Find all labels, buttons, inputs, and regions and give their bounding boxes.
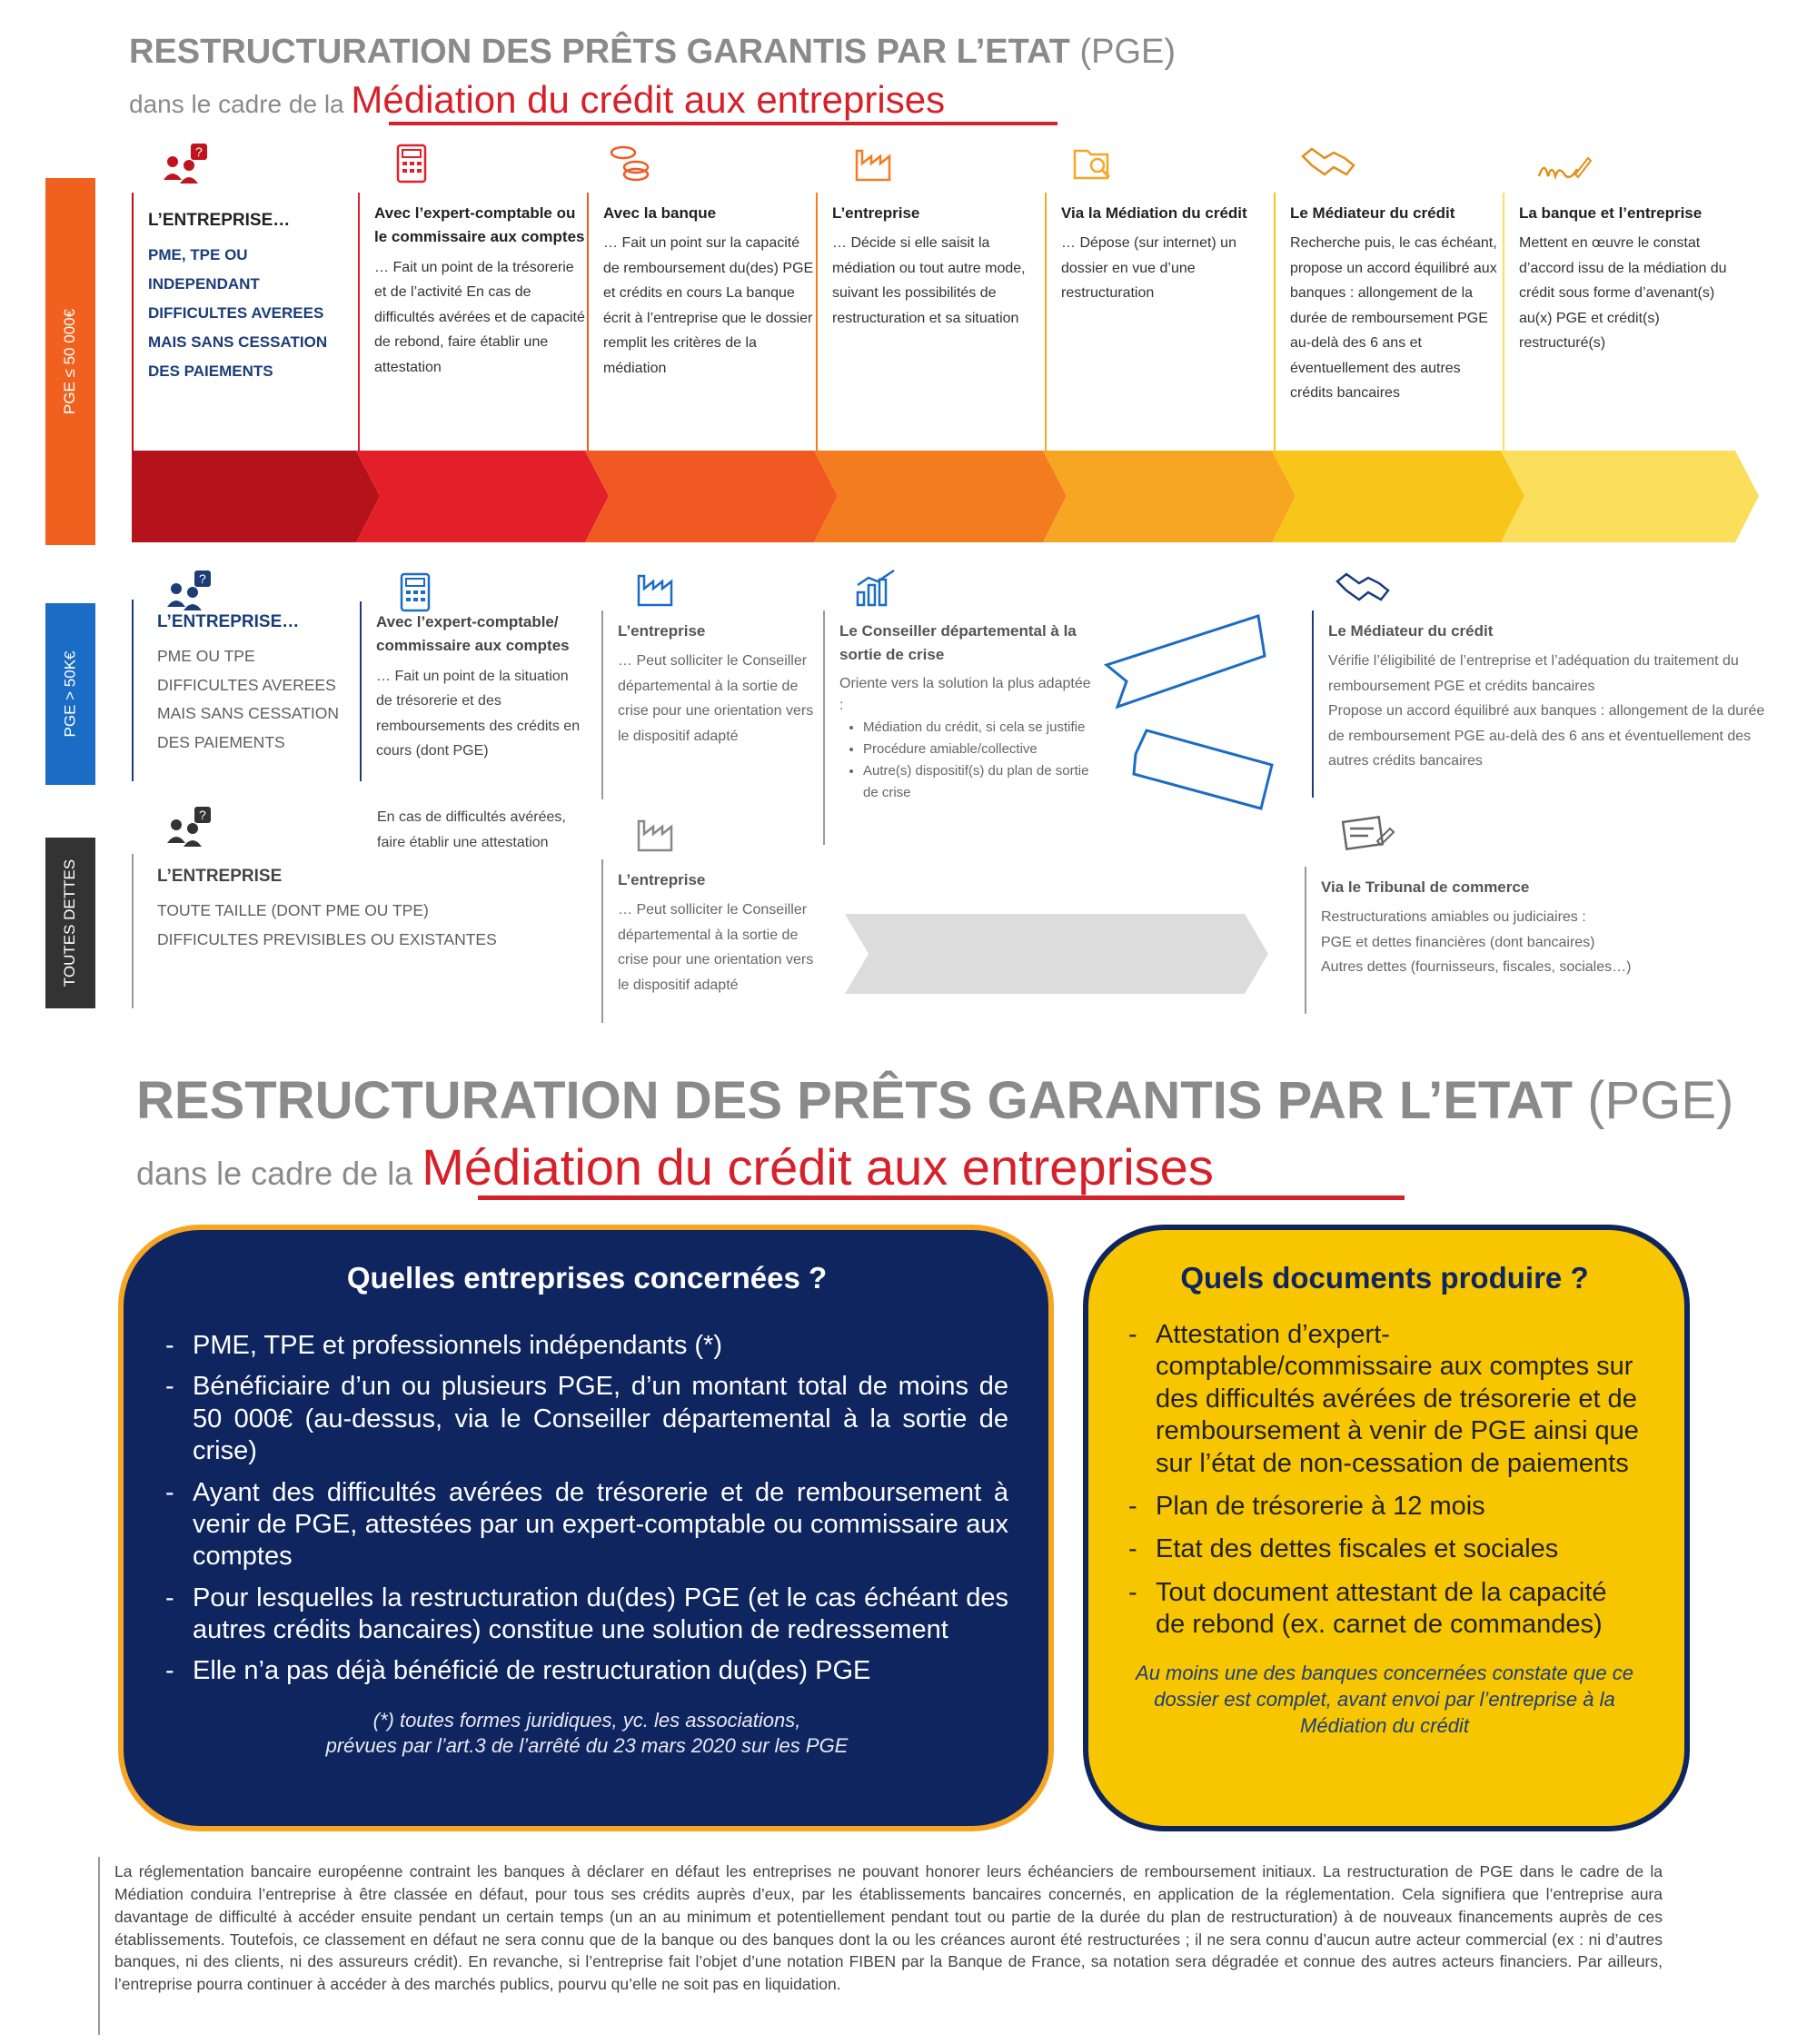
step-1-title: L’ENTREPRISE… [148,211,291,230]
eligible-footnote-line2: prévues par l’art.3 de l’arrêté du 23 mars 2020 sur les PGE [325,1734,849,1758]
arrow-step-1 [132,451,380,542]
row3-tribunal-title: Via le Tribunal de commerce [1321,878,1530,896]
handshake-icon [1301,144,1355,184]
page-title-2 [136,1070,1733,1131]
row2-company-title: L’ENTREPRISE… [157,612,300,631]
factory-icon-3 [636,814,681,854]
row2-advisor-bullets [839,717,1096,804]
arrow-step-3 [585,451,838,542]
row2-advisor-title: Le Conseiller départemental à la sortie de crise [839,622,1077,664]
svg-text:?: ? [195,144,203,159]
step-5-text: … Dépose (sur internet) un dossier en vue d’une restructuration [1061,235,1236,302]
row2-accountant-text: … Fait un point de la situation de trésorerie et des remboursements des crédits en cours (dont PGE) [376,668,581,759]
eligible-companies-box [118,1225,1054,1831]
row2-advisor-bullet: • Autre(s) dispositif(s) du plan de sortie de crise [863,760,1096,804]
arrow-step-6 [1272,451,1524,542]
court-document-icon [1341,814,1395,856]
factory-icon-2 [636,569,681,609]
regulation-note: La réglementation bancaire européenne contraint les banques à déclarer en défaut les entreprises ne pouvant honorer leurs échéanciers de remboursement initiaux. La restructuration de PGE dans le cadre de la Médiation conduira l’entreprise à être classée en défaut, pour tous ses crédits auprès d’eux, par les établissements bancaires concernés, en application de la réglementation. Cela signifiera que l’entreprise aura davantage de difficulté à accéder ensuite pendant un certain temps (un an au minimum et potentiellement pendant tout ou partie de la durée du plan de restructuration) à de nouveaux financements auprès de ces établissements. Toutefois, ce classement en défaut ne sera connu que de la banque ou des banques dont la ou les créances auront été restructurées ; il ne sera connu d’aucun autre acteur commercial (ex : ni d’autres banques, ni des clients, ni des assureurs crédit). En revanche, si l’entreprise fait l’objet d’une notation FIBEN par la Banque de France, sa notation sera dégradée et connue des autres acteurs financiers. Par ailleurs, l’entreprise pourra continuer à accéder à des marchés publics, pourvu qu’elle ne soit pas en liquidation. [98,1857,1663,2035]
row2-accountant-column [360,601,587,781]
row2-mediator-title: Le Médiateur du crédit [1328,622,1494,640]
step-2-text: … Fait un point de la trésorerie et de l’activité En cas de difficultés avérées et de capacité de rebond, faire établir une attestation [374,259,585,375]
step-4-column [816,193,1043,456]
row3-company-text: TOUTE TAILLE (DONT PME OU TPE) DIFFICULTES PREVISIBLES OU EXISTANTES [157,901,497,948]
eligible-companies-list [165,1330,1008,1688]
row2-advisor-column [823,610,1096,845]
step-6-text: Recherche puis, le cas échéant, propose un accord équilibré aux banques : allongement de la durée de remboursement PGE au-delà des 6 ans et éventuellement des autres crédits bancaires [1290,235,1497,402]
step-6-title: Le Médiateur du crédit [1290,204,1455,222]
step-3-title: Avec la banque [603,204,717,222]
row3-company-title: L’ENTREPRISE [157,867,283,886]
document-item: - Tout document attestant de la capacité de rebond (ex. carnet de commandes) [1128,1577,1641,1642]
documents-footnote: Au moins une des banques concernées constate que ce dossier est complet, avant envoi par l’entreprise à la Médiation du crédit [1136,1662,1633,1737]
row2-mediator-text2: Propose un accord équilibré aux banques : allongement de la durée de remboursement PGE au-delà des 6 ans et éventuellement des autres crédits bancaires [1328,703,1765,769]
eligible-footnote-line1: (*) toutes formes juridiques, yc. les associations, [372,1708,801,1731]
row3-tribunal-line2: Autres dettes (fournisseurs, fiscales, sociales…) [1321,959,1632,976]
eligible-item: - Elle n’a pas déjà bénéficié de restructuration du(des) PGE [165,1655,1008,1687]
step-5-column [1045,193,1272,456]
row2-advisor-text: Oriente vers la solution la plus adaptée : [839,675,1091,713]
handshake-icon-2 [1335,569,1390,609]
title-light-2: (PGE) [1587,1071,1734,1130]
row2-mediator-column [1312,610,1784,798]
orientation-arrow-up [1107,616,1265,707]
document-item: - Attestation d’expert-comptable/commissaire aux comptes sur des difficultés avérées de trésorerie et de remboursement à venir de PGE ainsi que sur l’état de non-cessation de paiements [1128,1319,1641,1480]
row2-company-text: PME OU TPE DIFFICULTES AVEREES MAIS SANS CESSATION DES PAIEMENTS [157,647,339,751]
calculator-icon [396,144,429,184]
step-7-title: La banque et l’entreprise [1519,204,1703,222]
step-2-column [358,193,585,456]
orientation-arrows [1099,610,1281,838]
coins-icon [609,144,652,184]
step-4-text: … Décide si elle saisit la médiation ou tout autre mode, suivant les possibilités de restructuration et sa situation [832,235,1026,326]
row-label-all: TOUTES DETTES [45,838,95,1008]
eligible-companies-title: Quelles entreprises concernées ? [346,1261,828,1295]
page-subtitle-2 [136,1137,1214,1196]
step-3-text: … Fait un point sur la capacité de remboursement du(des) PGE et crédits en cours La banque écrit à l’entreprise que le dossier remplit les critères de la médiation [603,235,814,376]
people-question-icon [162,142,213,189]
step-4-title: L’entreprise [832,204,920,222]
chart-icon [854,569,899,609]
step-7-column [1503,193,1735,456]
document-item: - Plan de trésorerie à 12 mois [1128,1491,1641,1523]
eligible-item: - Pour lesquelles la restructuration du(des) PGE (et le cas échéant des autres crédits bancaires) constitue une solution de redressement [165,1583,1008,1647]
folder-search-icon [1072,144,1117,184]
eligible-item: - PME, TPE et professionnels indépendants (*) [165,1330,1008,1362]
step-3-column [587,193,814,456]
row2-enterprise-text: … Peut solliciter le Conseiller départemental à la sortie de crise pour une orientation vers le dispositif adapté [618,653,814,744]
arrow-step-2 [356,451,609,542]
eligible-item: - Bénéficiaire d’un ou plusieurs PGE, d’un montant total de moins de 50 000€ (au-dessus, via le Conseiller départemental à la sortie de crise) [165,1371,1008,1467]
tribunal-arrow [845,908,1272,999]
arrow-step-5 [1043,451,1296,542]
title-underline-2 [478,1196,1405,1200]
title-bold: RESTRUCTURATION DES PRÊTS GARANTIS PAR L’ETAT [129,33,1070,71]
step-7-text: Mettent en œuvre le constat d’accord issu de la médiation du crédit sous forme d’avenant(s) au(x) PGE et crédit(s) restructuré(s) [1519,235,1727,352]
row-label-small: PGE ≤ 50 000€ [45,178,95,545]
row2-accountant-text2: En cas de difficultés avérées, faire établir une attestation [377,809,566,850]
eligible-item: - Ayant des difficultés avérées de trésorerie et de remboursement à venir de PGE, attestées par un expert-comptable ou commissaire aux comptes [165,1477,1008,1573]
row-label-large: PGE > 50K€ [45,603,95,785]
step-6-column [1274,193,1501,456]
row2-advisor-bullet: • Médiation du crédit, si cela se justifie [863,717,1096,739]
row3-tribunal-column [1305,867,1723,1014]
row2-enterprise-title: L’entreprise [618,622,706,640]
step-5-title: Via la Médiation du crédit [1061,204,1247,222]
row3-enterprise-column [601,859,825,1023]
row2-accountant-title: Avec l’expert-comptable/ commissaire aux comptes [376,613,570,655]
documents-list [1128,1319,1641,1641]
documents-title: Quels documents produire ? [1180,1261,1589,1295]
subtitle-red-2: Médiation du crédit aux entreprises [422,1138,1214,1196]
subtitle-prefix-2: dans le cadre de la [136,1155,413,1192]
step-1-column [132,193,356,456]
title-light: (PGE) [1079,33,1176,71]
row3-enterprise-title: L’entreprise [618,871,706,888]
documents-box [1083,1225,1690,1831]
signature-icon [1537,154,1592,182]
svg-text:?: ? [199,571,206,586]
row3-enterprise-text: … Peut solliciter le Conseiller départemental à la sortie de crise pour une orientation vers le dispositif adapté [618,902,814,993]
orientation-arrow-down [1134,730,1272,809]
row2-enterprise-column [601,610,825,799]
arrow-step-7 [1501,451,1759,542]
arrow-step-4 [814,451,1067,542]
row2-company-column [132,600,346,781]
step-2-title: Avec l’expert-comptable ou le commissaire aux comptes [374,204,585,246]
row3-tribunal-text: Restructurations amiables ou judiciaires : [1321,909,1586,926]
subtitle-red: Médiation du crédit aux entreprises [351,78,946,121]
svg-text:?: ? [199,808,206,822]
title-bold-2: RESTRUCTURATION DES PRÊTS GARANTIS PAR L’ETAT [136,1071,1574,1130]
row2-mediator-text: Vérifie l’éligibilité de l’entreprise et l’adéquation du traitement du remboursement PGE et crédits bancaires [1328,653,1739,694]
document-item: - Etat des dettes fiscales et sociales [1128,1533,1641,1565]
step-1-text: PME, TPE OU INDEPENDANT DIFFICULTES AVEREES MAIS SANS CESSATION DES PAIEMENTS [148,246,328,381]
row3-company-column [132,854,513,1008]
row3-tribunal-line1: PGE et dettes financières (dont bancaires) [1321,934,1595,950]
people-question-icon-3 [165,805,216,852]
row2-advisor-bullet: • Procédure amiable/collective [863,739,1096,760]
factory-icon [854,144,899,184]
subtitle-prefix: dans le cadre de la [129,90,344,118]
eligible-footnote [165,1708,1008,1760]
